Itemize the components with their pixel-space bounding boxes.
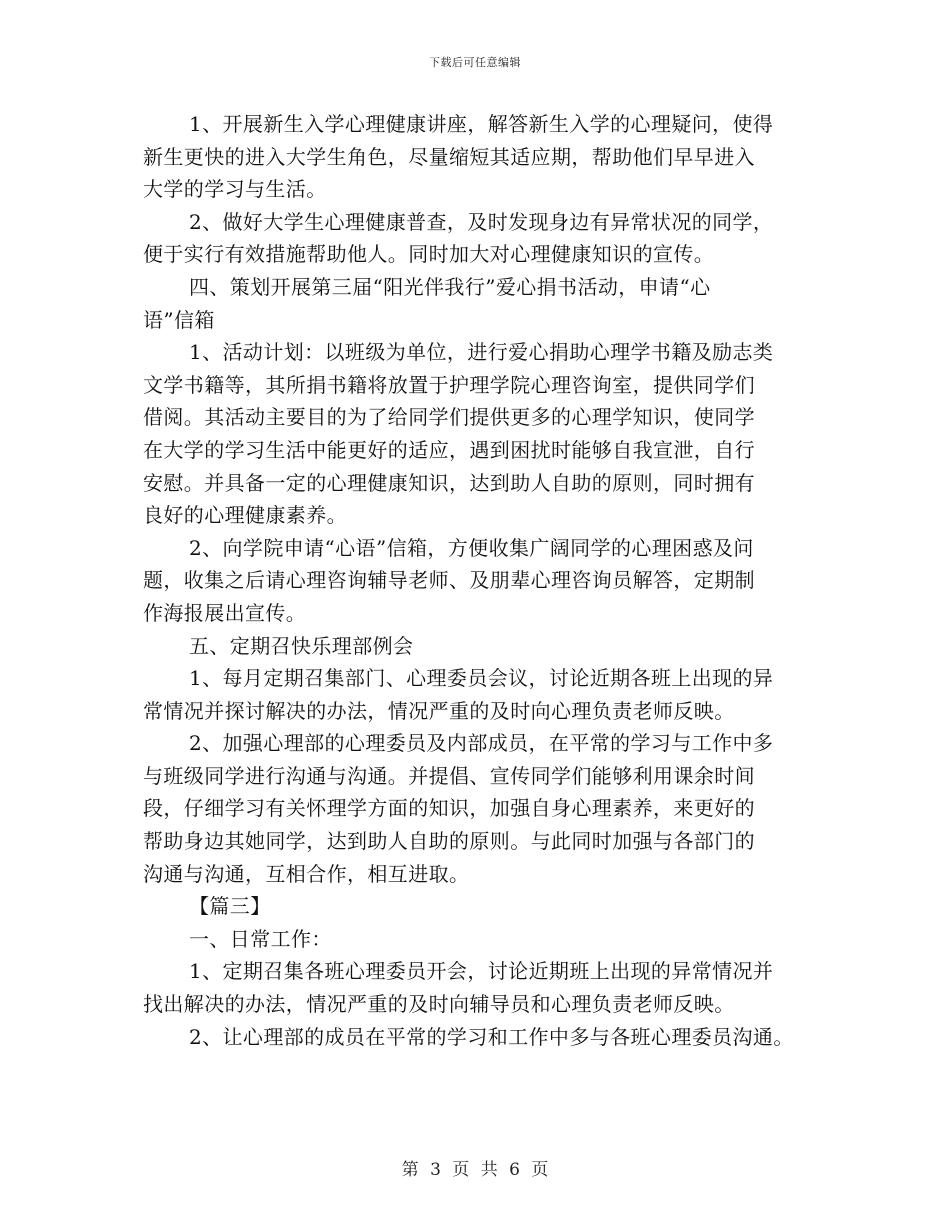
text-line: 与班级同学进行沟通与沟通。并提倡、宣传同学们能够利用课余时间 — [143, 763, 755, 788]
text-line: 常情况并探讨解决的办法，情况严重的及时向心理负责老师反映。 — [143, 698, 735, 723]
text-line: 在大学的学习生活中能更好的适应，遇到困扰时能够自我宣泄，自行 — [143, 437, 755, 462]
text-line: 语”信箱 — [143, 307, 215, 332]
text-line: 四、策划开展第三届“阳光伴我行”爱心捐书活动，申请“心 — [189, 274, 711, 299]
text-line: 1、定期召集各班心理委员开会，讨论近期班上出现的异常情况并 — [189, 959, 774, 984]
text-line: 文学书籍等，其所捐书籍将放置于护理学院心理咨询室，提供同学们 — [143, 372, 755, 397]
text-line: 2、让心理部的成员在平常的学习和工作中多与各班心理委员沟通。 — [189, 1024, 794, 1049]
text-line: 借阅。其活动主要目的为了给同学们提供更多的心理学知识，使同学 — [143, 405, 755, 430]
text-line: 题，收集之后请心理咨询辅导老师、及朋辈心理咨询员解答，定期制 — [143, 568, 755, 593]
text-line: 便于实行有效措施帮助他人。同时加大对心理健康知识的宣传。 — [143, 242, 715, 267]
text-line: 安慰。并具备一定的心理健康知识，达到助人自助的原则，同时拥有 — [143, 470, 755, 495]
text-line: 找出解决的办法，情况严重的及时向辅导员和心理负责老师反映。 — [143, 992, 735, 1017]
text-line: 2、加强心理部的心理委员及内部成员，在平常的学习与工作中多 — [189, 731, 774, 756]
document-body — [143, 108, 843, 1053]
text-line: 良好的心理健康素养。 — [143, 503, 347, 528]
page-header: 下载后可任意编辑 — [429, 56, 521, 69]
text-line: 五、定期召快乐理部例会 — [189, 633, 414, 658]
text-line: 1、每月定期召集部门、心理委员会议，讨论近期各班上出现的异 — [189, 666, 774, 691]
page-footer: 第 3 页 共 6 页 — [401, 1160, 549, 1180]
text-line: 段，仔细学习有关怀理学方面的知识，加强自身心理素养，来更好的 — [143, 796, 755, 821]
text-line: 一、日常工作： — [189, 926, 332, 951]
text-line: 帮助身边其她同学，达到助人自助的原则。与此同时加强与各部门的 — [143, 829, 755, 854]
text-line: 新生更快的进入大学生角色，尽量缩短其适应期，帮助他们早早进入 — [143, 144, 755, 169]
text-line: 大学的学习与生活。 — [143, 177, 327, 202]
text-line: 2、做好大学生心理健康普查，及时发现身边有异常状况的同学， — [189, 209, 774, 234]
text-line: 【篇三】 — [189, 894, 271, 919]
text-line: 作海报展出宣传。 — [143, 600, 307, 625]
text-line: 沟通与沟通，互相合作，相互进取。 — [143, 861, 470, 886]
text-line: 1、活动计划：以班级为单位，进行爱心捐助心理学书籍及励志类 — [189, 340, 774, 365]
text-line: 1、开展新生入学心理健康讲座，解答新生入学的心理疑问，使得 — [189, 112, 774, 136]
text-line: 2、向学院申请“心语”信箱，方便收集广阔同学的心理困惑及问 — [189, 535, 754, 560]
